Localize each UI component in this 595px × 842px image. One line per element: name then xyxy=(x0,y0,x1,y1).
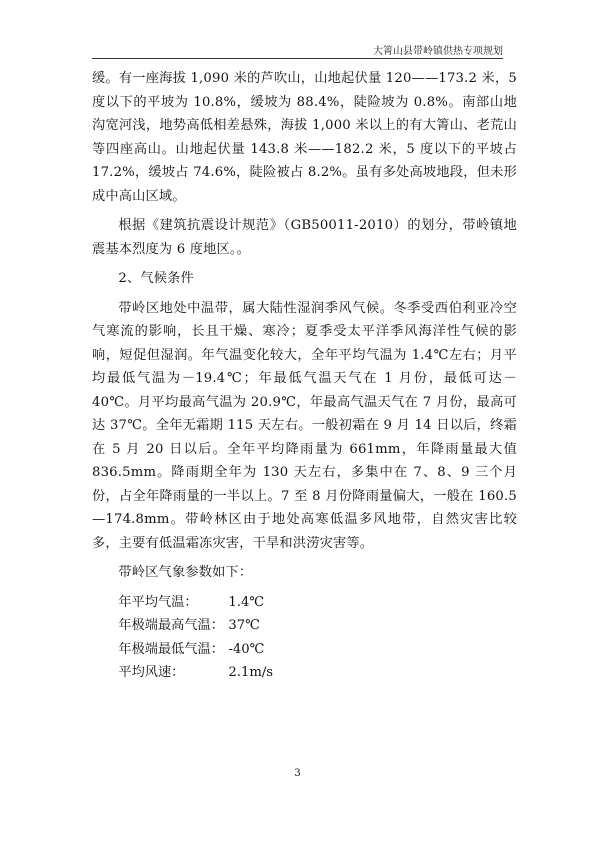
document-body xyxy=(92,67,517,685)
paragraph-params-intro: 带岭区气象参数如下： xyxy=(118,565,253,580)
paragraph-terrain: 缓。有一座海拔 1,090 米的芦吹山，山地起伏量 120——173.2 米，5 度以下的平坡为 10.8%，缓坡为 88.4%，陡险坡为 0.8%。南部山地沟宽河浅，地势高低相差悬殊，海拔 1,000 米以上的有大箐山、老荒山等四座高山。山地起伏量 143.8 米——182.2 米，5 度以下的平坡占 17.2%，缓坡占 74.6%，陡险被占 8.2%。虽有多处高坡地段，但未形成中高山区域。 xyxy=(92,71,517,204)
section-heading-climate: 2、气候条件 xyxy=(118,271,194,286)
page-header xyxy=(92,42,503,59)
param-value: -40℃ xyxy=(228,641,265,657)
paragraph-climate: 带岭区地处中温带，属大陆性湿润季风气候。冬季受西伯利亚冷空气寒流的影响，长且干燥、寒冷；夏季受太平洋季风海洋性气候的影响，短促但湿润。年气温变化较大，全年平均气温为 1.4℃左右；月平均最低气温为－19.4℃；年最低气温天气在 1 月份，最低可达－40℃。月平均最高气温为 20.9℃，年最高气温天气在 7 月份，最高可达 37℃。全年无霜期 115 天左右。一般初霜在 9 月 14 日以后，终霜在 5 月 20 日以后。全年平均降雨量为 661mm，年降雨量最大值 836.5mm。降雨期全年为 130 天左右，多集中在 7、8、9 三个月份，占全年降雨量的一半以上。7 至 8 月份降雨量偏大，一般在 160.5—174.8mm。带岭林区由于地处高寒低温多风地带，自然灾害比较多，主要有低温霜冻灾害，干旱和洪涝灾害等。 xyxy=(92,300,517,551)
param-row xyxy=(92,638,517,662)
page-number: 3 xyxy=(294,768,301,779)
param-label: 年平均气温： xyxy=(118,594,198,610)
param-row xyxy=(92,614,517,638)
param-row xyxy=(92,661,517,685)
param-label: 平均风速： xyxy=(118,665,185,680)
weather-params-list xyxy=(92,591,517,685)
param-label: 年极端最低气温： xyxy=(118,641,224,657)
param-value: 37℃ xyxy=(228,618,260,633)
paragraph-seismic: 根据《建筑抗震设计规范》（GB50011-2010）的划分，带岭镇地震基本烈度为 6 度地区。。 xyxy=(92,218,517,257)
param-row xyxy=(92,591,517,615)
param-label: 年极端最高气温： xyxy=(118,618,224,633)
param-value: 1.4℃ xyxy=(228,594,265,610)
param-value: 2.1m/s xyxy=(228,665,274,680)
header-title: 大箐山县带岭镇供热专项规划 xyxy=(373,46,503,57)
